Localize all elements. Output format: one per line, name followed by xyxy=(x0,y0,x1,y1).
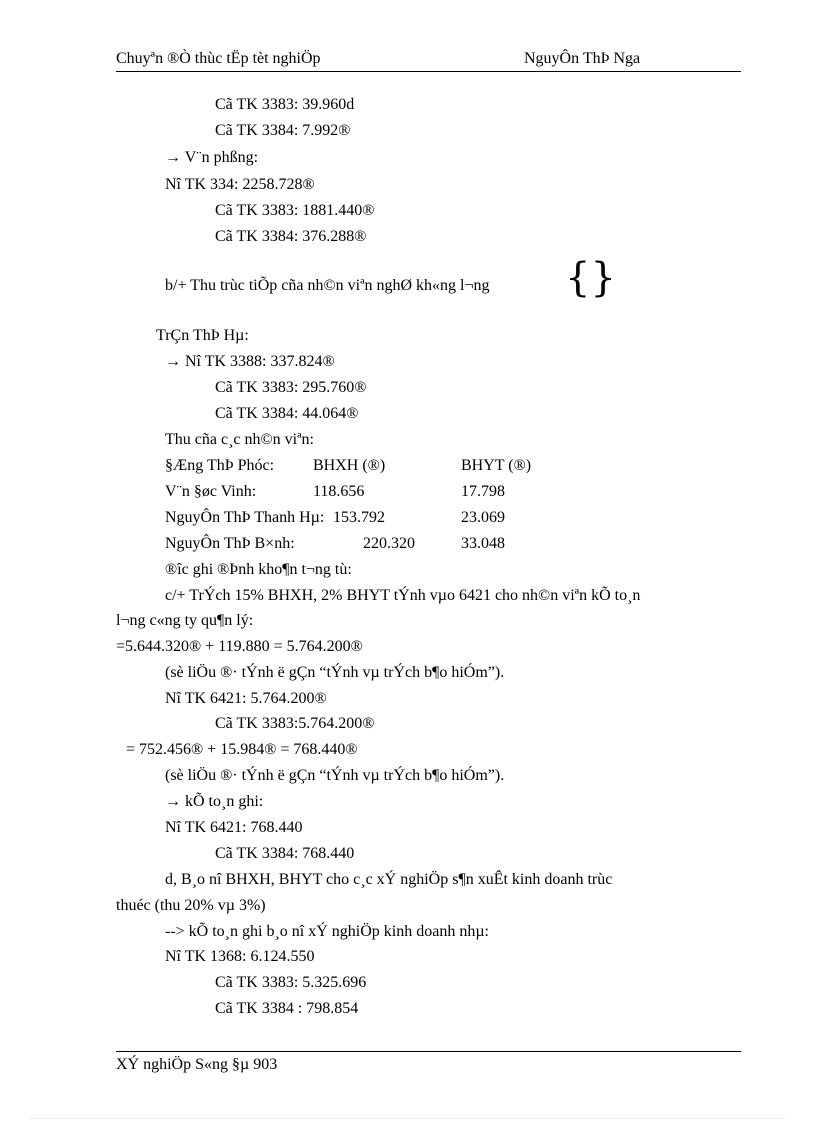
table-cell-name: NguyÔn ThÞ Thanh Hµ: xyxy=(165,509,325,526)
text-line: Cã TK 3384: 376.288® xyxy=(215,228,367,245)
text-line: Cã TK 3384 : 798.854 xyxy=(215,1000,359,1017)
text-line: --> kÕ to¸n ghi b¸o nî xÝ nghiÖp kinh doanh nhµ: xyxy=(165,923,489,940)
curly-braces: {} xyxy=(565,255,616,301)
text-line: → kÕ to¸n ghi: xyxy=(165,793,264,810)
text-line: Nî TK 334: 2258.728® xyxy=(165,176,315,193)
table-cell-bhxh: 153.792 xyxy=(333,509,385,526)
text-line: (sè liÖu ®· tÝnh ë gÇn “tÝnh vµ trÝch b¶o hiÓm”). xyxy=(165,664,505,681)
table-header-bhxh: BHXH (®) xyxy=(313,457,386,474)
table-cell-bhyt: 23.069 xyxy=(461,509,505,526)
text-line: =5.644.320® + 119.880 = 5.764.200® xyxy=(116,638,363,655)
table-cell-bhxh: 118.656 xyxy=(313,483,365,500)
header-rule xyxy=(116,71,741,72)
text-line: c/+ TrÝch 15% BHXH, 2% BHYT tÝnh vµo 6421 cho nh©n viªn kÕ to¸n xyxy=(165,587,641,604)
text-line: Cã TK 3383:5.764.200® xyxy=(215,715,375,732)
page-edge-divider xyxy=(30,1118,786,1119)
text-line: Nî TK 6421: 5.764.200® xyxy=(165,690,327,707)
text-line: Cã TK 3384: 44.064® xyxy=(215,405,359,422)
text-line: thuéc (thu 20% vµ 3%) xyxy=(116,897,266,914)
table-cell-bhyt: 17.798 xyxy=(461,483,505,500)
text-line: Cã TK 3384: 7.992® xyxy=(215,122,351,139)
footer-rule xyxy=(116,1051,741,1052)
table-header-bhyt: BHYT (®) xyxy=(461,457,532,474)
text-line: = 752.456® + 15.984® = 768.440® xyxy=(126,741,358,758)
text-line: Nî TK 1368: 6.124.550 xyxy=(165,948,315,965)
table-header-name: §Æng ThÞ Phóc: xyxy=(165,457,275,474)
text-line: Cã TK 3383: 1881.440® xyxy=(215,202,375,219)
text-line: l¬ng c«ng ty qu¶n lý: xyxy=(116,612,254,629)
header-title: Chuyªn ®Ò thùc tËp tèt nghiÖp xyxy=(116,50,321,67)
table-cell-name: NguyÔn ThÞ B×nh: xyxy=(165,535,295,552)
text-line: Nî TK 6421: 768.440 xyxy=(165,819,303,836)
text-line: Cã TK 3383: 5.325.696 xyxy=(215,974,367,991)
table-cell-name: V¨n §øc Vinh: xyxy=(165,483,257,500)
table-cell-bhyt: 33.048 xyxy=(461,535,505,552)
header-author: NguyÔn ThÞ Nga xyxy=(524,50,641,67)
text-line: Thu cña c¸c nh©n viªn: xyxy=(165,431,314,448)
text-line: (sè liÖu ®· tÝnh ë gÇn “tÝnh vµ trÝch b¶o hiÓm”). xyxy=(165,767,505,784)
text-line: → V¨n phßng: xyxy=(165,149,259,166)
text-line: ®îc ghi ®Þnh kho¶n t¬ng tù: xyxy=(165,561,352,578)
text-line: Cã TK 3384: 768.440 xyxy=(215,845,355,862)
text-line: d, B¸o nî BHXH, BHYT cho c¸c xÝ nghiÖp s¶n xuÊt kinh doanh trùc xyxy=(165,871,613,888)
text-line: Cã TK 3383: 295.760® xyxy=(215,379,367,396)
text-line: Cã TK 3383: 39.960d xyxy=(215,96,355,113)
table-cell-bhxh: 220.320 xyxy=(363,535,415,552)
text-line: → Nî TK 3388: 337.824® xyxy=(165,353,335,370)
text-line: TrÇn ThÞ Hµ: xyxy=(156,327,249,344)
text-line: b/+ Thu trùc tiÕp cña nh©n viªn nghØ kh«ng l¬ng xyxy=(165,277,490,294)
footer-text: XÝ nghiÖp S«ng §µ 903 xyxy=(116,1056,278,1073)
